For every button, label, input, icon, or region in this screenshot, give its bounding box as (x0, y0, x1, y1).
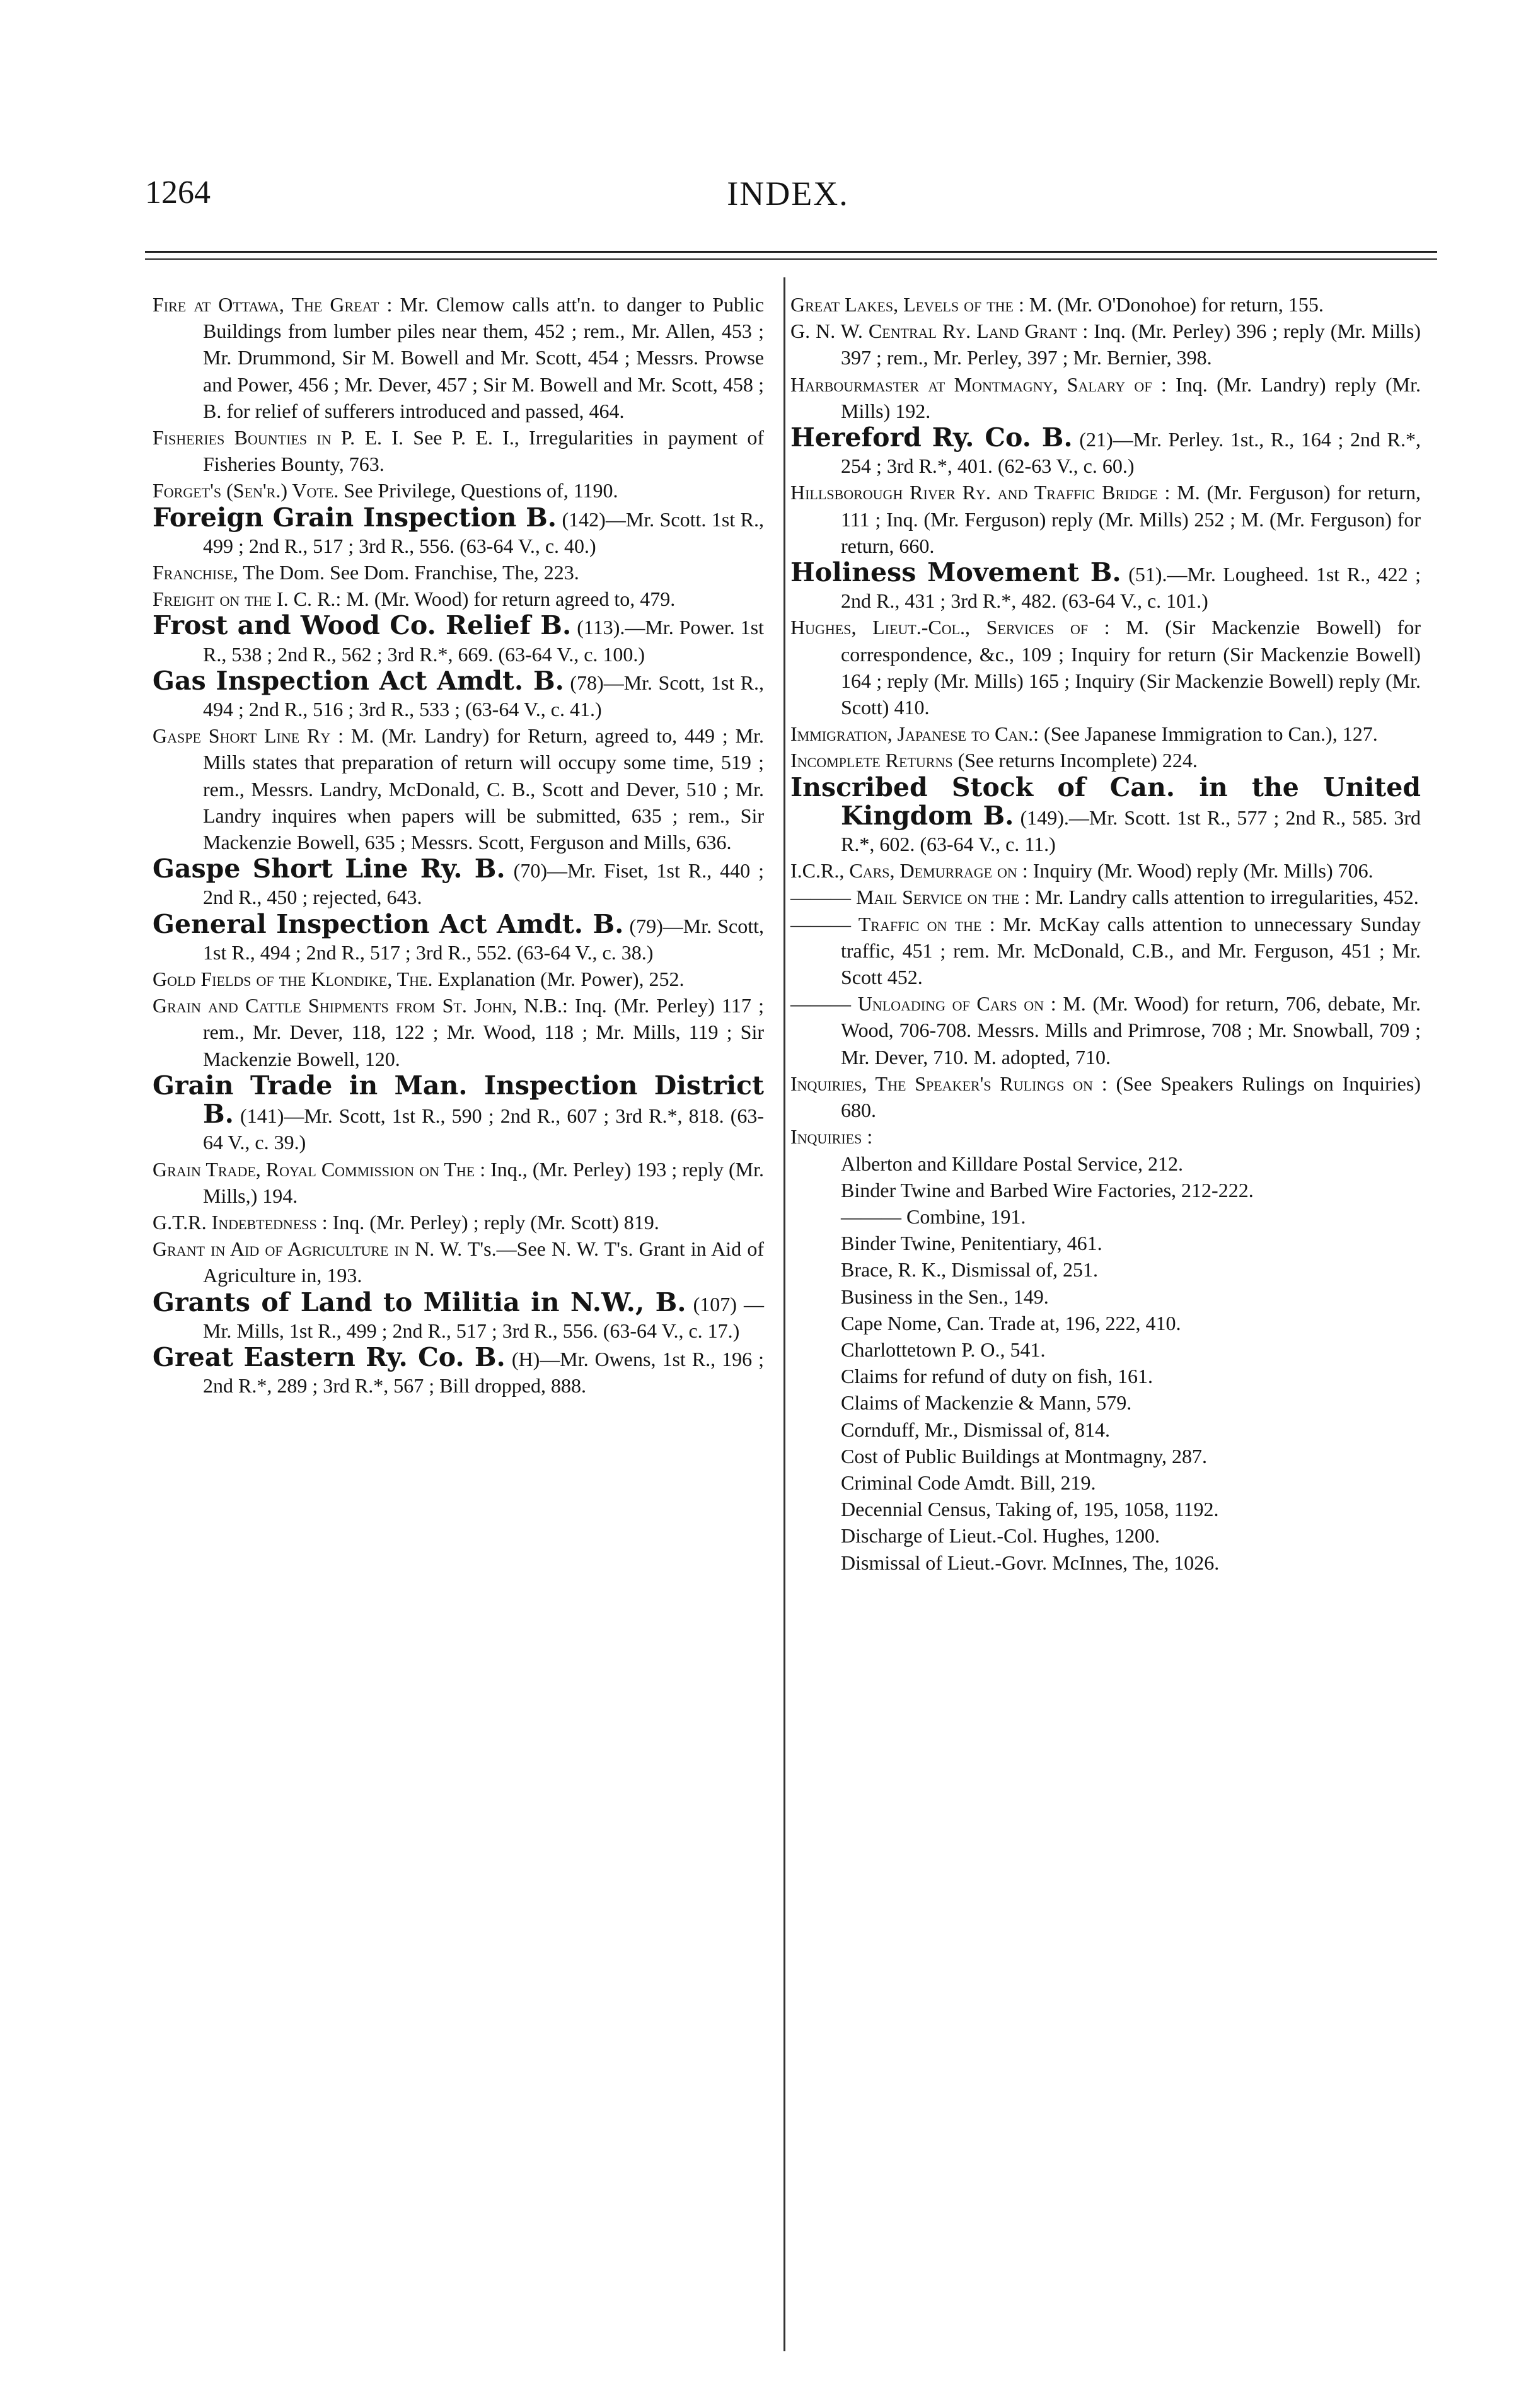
index-entry (790, 990, 1421, 1070)
entry-text: Claims for refund of duty on fish, 161. (841, 1365, 1154, 1388)
entry-text: Cornduff, Mr., Dismissal of, 814. (841, 1418, 1110, 1441)
index-entry (790, 884, 1421, 910)
page-header (145, 174, 1431, 224)
entry-text: N. W. T's.—See N. W. T's. Grant in Aid of Agriculture in, 193. (203, 1237, 764, 1287)
entry-heading: Immigration, Japanese to Can.: (790, 722, 1039, 746)
column-divider (783, 277, 785, 2351)
index-entry (790, 424, 1421, 479)
entry-heading: Holiness Movement B. (790, 557, 1121, 588)
right-column (790, 291, 1421, 1576)
entry-text: (142)—Mr. Scott. 1st R., 499 ; 2nd R., 517 ; 3rd R., 556. (63-64 V., c. 40.) (203, 507, 764, 557)
entry-heading: Fisheries Bounties in P. E. I. (153, 426, 403, 449)
index-entry (790, 774, 1421, 858)
left-column (153, 291, 764, 1399)
index-entry (153, 1209, 764, 1236)
entry-heading: Franchise, (153, 561, 238, 584)
index-entry (790, 318, 1421, 371)
entry-text: Charlottetown P. O., 541. (841, 1338, 1046, 1361)
entry-text: Inq., (Mr. Perley) 193 ; reply (Mr. Mills,) 194. (203, 1157, 765, 1207)
index-entry (790, 1363, 1421, 1389)
entry-heading: Great Eastern Ry. Co. B. (153, 1341, 506, 1372)
entry-heading: ——— Mail Service on the : (790, 886, 1031, 909)
entry-text: Decennial Census, Taking of, 195, 1058, 1192. (841, 1498, 1219, 1521)
entry-heading: Inquiries, The Speaker's Rulings on : (790, 1072, 1107, 1095)
entry-text: Alberton and Killdare Postal Service, 212. (841, 1152, 1183, 1175)
index-entry (153, 1072, 764, 1156)
entry-text: (141)—Mr. Scott, 1st R., 590 ; 2nd R., 607 ; 3rd R.*, 818. (63-64 V., c. 39.) (203, 1104, 764, 1154)
index-entry (153, 1236, 764, 1288)
entry-heading: ——— Traffic on the : (790, 912, 995, 935)
index-entry (790, 1549, 1421, 1576)
index-entry (790, 1522, 1421, 1549)
entry-heading: Gas Inspection Act Amdt. B. (153, 665, 564, 696)
entry-heading: Gaspe Short Line Ry : (153, 724, 344, 748)
header-rule-bottom (145, 258, 1437, 260)
entry-text: Brace, R. K., Dismissal of, 251. (841, 1258, 1098, 1282)
entry-text: (113).—Mr. Power. 1st R., 538 ; 2nd R., 562 ; 3rd R.*, 669. (63-64 V., c. 100.) (203, 616, 765, 666)
entry-text: (21)—Mr. Perley. 1st., R., 164 ; 2nd R.*, 254 ; 3rd R.*, 401. (62-63 V., c. 60.) (841, 428, 1421, 478)
index-entry (790, 911, 1421, 991)
index-entry (153, 559, 764, 586)
index-entry (153, 966, 764, 992)
index-entry (790, 1070, 1421, 1123)
entry-heading: Gold Fields of the Klondike, The. (153, 968, 433, 991)
entry-heading: Grain and Cattle Shipments from St. John, N.B.: (153, 994, 568, 1017)
entry-text: Cost of Public Buildings at Montmagny, 287. (841, 1444, 1208, 1467)
index-entry (790, 291, 1421, 318)
entry-text: Criminal Code Amdt. Bill, 219. (841, 1471, 1096, 1494)
index-entry (790, 857, 1421, 884)
index-entry (790, 1256, 1421, 1283)
entry-heading: G. N. W. Central Ry. Land Grant : (790, 320, 1089, 343)
entry-text: See P. E. I., Irregularities in payment of Fisheries Bounty, 763. (203, 426, 764, 476)
entry-heading: Forget's (Sen'r.) Vote. (153, 479, 339, 502)
index-entry (153, 586, 764, 612)
index-entry (153, 722, 764, 855)
entry-heading: Great Lakes, Levels of the : (790, 293, 1024, 316)
index-entry (790, 1389, 1421, 1416)
entry-text: M. (Mr. Wood) for return agreed to, 479. (341, 588, 676, 611)
entry-heading: Grants of Land to Militia in N.W., B. (153, 1287, 686, 1317)
entry-text: Mr. Landry calls attention to irregularities, 452. (1030, 886, 1419, 909)
entry-heading: Frost and Wood Co. Relief B. (153, 610, 572, 641)
entry-text: Dismissal of Lieut.-Govr. McInnes, The, 1026. (841, 1551, 1220, 1574)
index-entry (790, 747, 1421, 773)
entry-text: Inq. (Mr. Perley) 117 ; rem., Mr. Dever, 118, 122 ; Mr. Wood, 118 ; Mr. Mills, 119 ; Sir Mackenzie Bowell, 120. (203, 994, 765, 1070)
index-entry (153, 612, 764, 667)
entry-heading: Grain Trade in Man. Inspection District B. (153, 1070, 764, 1130)
entry-heading: I.C.R., Cars, Demurrage on : (790, 859, 1028, 883)
index-entry (153, 992, 764, 1072)
index-entry (790, 1416, 1421, 1443)
entry-text: (H)—Mr. Owens, 1st R., 196 ; 2nd R.*, 289 ; 3rd R.*, 567 ; Bill dropped, 888. (203, 1347, 765, 1398)
index-entry (790, 1310, 1421, 1336)
entry-text: M. (Mr. Landry) for Return, agreed to, 449 ; Mr. Mills states that preparation of return will occupy some time, 519 ; rem., Messrs. Landry, McDonald, C. B., Scott and Dever, 510 ; Mr. Landry inquires when papers will be submitted, 635 ; rem., Sir Mackenzie Bowell, 635 ; Messrs. Scott, Ferguson and Mills, 636. (203, 724, 764, 854)
index-entry (790, 1443, 1421, 1469)
entry-heading: ——— Unloading of Cars on : (790, 992, 1056, 1016)
index-entry (790, 1150, 1421, 1177)
entry-text: (78)—Mr. Scott, 1st R., 494 ; 2nd R., 516 ; 3rd R., 533 ; (63-64 V., c. 41.) (203, 671, 764, 721)
entry-heading: Hillsborough River Ry. and Traffic Bridge : (790, 481, 1171, 504)
index-entry (153, 291, 764, 424)
entry-text: The Dom. See Dom. Franchise, The, 223. (238, 561, 579, 584)
entry-text: (See Japanese Immigration to Can.), 127. (1039, 722, 1378, 746)
entry-text: (See returns Incomplete) 224. (952, 749, 1198, 772)
index-entry (790, 1336, 1421, 1363)
index-entry (790, 1496, 1421, 1522)
entry-heading: Hereford Ry. Co. B. (790, 422, 1073, 453)
entry-text: Cape Nome, Can. Trade at, 196, 222, 410. (841, 1311, 1181, 1334)
entry-text: Inquiry (Mr. Wood) reply (Mr. Mills) 706. (1027, 859, 1373, 883)
index-entry (790, 1177, 1421, 1203)
index-entry (153, 1341, 765, 1399)
entry-text: M. (Mr. Wood) for return, 706, debate, Mr. Wood, 706-708. Messrs. Mills and Primrose, 708 ; Mr. Snowball, 709 ; Mr. Dever, 710. M. adopted, 710. (841, 992, 1421, 1068)
entry-text: Business in the Sen., 149. (841, 1285, 1049, 1308)
header-rule-top (145, 251, 1437, 253)
entry-text: ——— Combine, 191. (841, 1205, 1026, 1228)
entry-heading: General Inspection Act Amdt. B. (153, 908, 624, 939)
page-number: 1264 (145, 175, 211, 211)
entry-heading: Grant in Aid of Agriculture in (153, 1237, 409, 1261)
entry-text: M. (Mr. Ferguson) for return, 111 ; Inq. (Mr. Ferguson) reply (Mr. Mills) 252 ; M. (Mr. Ferguson) for return, 660. (841, 481, 1421, 557)
entry-text: (79)—Mr. Scott, 1st R., 494 ; 2nd R., 517 ; 3rd R., 552. (63-64 V., c. 38.) (203, 914, 764, 964)
index-entry (790, 559, 1421, 614)
index-entry (153, 1289, 764, 1344)
entry-text: Inq. (Mr. Landry) reply (Mr. Mills) 192. (841, 373, 1421, 422)
entry-text: Explanation (Mr. Power), 252. (432, 968, 685, 991)
entry-heading: Incomplete Returns (790, 749, 953, 772)
index-entry (790, 1123, 1421, 1150)
entry-text: Binder Twine, Penitentiary, 461. (841, 1232, 1102, 1255)
entry-text: (70)—Mr. Fiset, 1st R., 440 ; 2nd R., 450 ; rejected, 643. (203, 859, 764, 909)
index-entry (153, 1156, 764, 1209)
index-entry (790, 371, 1421, 424)
index-entry (790, 721, 1421, 747)
index-entry (790, 1203, 1421, 1230)
page-title: INDEX. (727, 175, 849, 212)
index-entry (153, 504, 764, 559)
index-entry (153, 665, 764, 722)
entry-text: M. (Sir Mackenzie Bowell) for correspondence, &c., 109 ; Inquiry for return (Sir Mackenzie Bowell) 164 ; reply (Mr. Mills) 165 ; Inquiry (Sir Mackenzie Bowell) reply (Mr. Scott) 410. (841, 616, 1421, 719)
entry-heading: Grain Trade, Royal Commission on The : (153, 1157, 486, 1181)
index-entry (153, 855, 764, 910)
entry-text: Discharge of Lieut.-Col. Hughes, 1200. (841, 1524, 1160, 1548)
entry-heading: Inscribed Stock of Can. in the United Kingdom B. (790, 772, 1421, 831)
entry-text: Mr. Clemow calls att'n. to danger to Public Buildings from lumber piles near them, 452 ; rem., Mr. Allen, 453 ; Mr. Drummond, Sir M. Bowell and Mr. Scott, 454 ; Messrs. Prowse and Power, 456 ; Mr. Dever, 457 ; Sir M. Bowell and Mr. Scott, 458 ; B. for relief of sufferers introduced and passed, 464. (203, 293, 764, 422)
index-entry (153, 477, 764, 504)
entry-text: Binder Twine and Barbed Wire Factories, 212-222. (841, 1178, 1254, 1201)
entry-text: Claims of Mackenzie & Mann, 579. (841, 1391, 1132, 1415)
entry-heading: Foreign Grain Inspection B. (153, 502, 557, 533)
entry-heading: G.T.R. Indebtedness : (153, 1210, 328, 1234)
entry-heading: Harbourmaster at Montmagny, Salary of : (790, 373, 1167, 396)
entry-text: See Privilege, Questions of, 1190. (338, 479, 618, 502)
entry-heading: Fire at Ottawa, The Great : (153, 293, 393, 316)
entry-text: Inq. (Mr. Perley) ; reply (Mr. Scott) 819. (327, 1210, 659, 1234)
entry-heading: Inquiries : (790, 1125, 873, 1149)
index-entry (790, 479, 1421, 559)
entry-heading: Hughes, Lieut.-Col., Services of : (790, 616, 1110, 639)
entry-text: (107) —Mr. Mills, 1st R., 499 ; 2nd R., 517 ; 3rd R., 556. (63-64 V., c. 17.) (203, 1292, 765, 1342)
entry-heading: Gaspe Short Line Ry. B. (153, 854, 506, 884)
entry-text: Mr. McKay calls attention to unnecessary Sunday traffic, 451 ; rem. Mr. McDonald, C.B., and Mr. Ferguson, 451 ; Mr. Scott 452. (841, 912, 1421, 989)
entry-text: (51).—Mr. Lougheed. 1st R., 422 ; 2nd R., 431 ; 3rd R.*, 482. (63-64 V., c. 101.) (841, 563, 1421, 613)
index-entry (790, 1283, 1421, 1310)
entry-heading: Freight on the I. C. R.: (153, 588, 342, 611)
index-entry (153, 908, 764, 966)
entry-text: M. (Mr. O'Donohoe) for return, 155. (1024, 293, 1324, 316)
index-entry (790, 614, 1421, 721)
index-entry (153, 424, 764, 477)
entry-text: Inq. (Mr. Perley) 396 ; reply (Mr. Mills) 397 ; rem., Mr. Perley, 397 ; Mr. Bernier, 398. (841, 320, 1421, 369)
entry-text: (See Speakers Rulings on Inquiries) 680. (841, 1072, 1421, 1122)
index-entry (790, 1230, 1421, 1256)
entry-text: (149).—Mr. Scott. 1st R., 577 ; 2nd R., 585. 3rd R.*, 602. (63-64 V., c. 11.) (841, 806, 1421, 856)
index-entry (790, 1469, 1421, 1496)
